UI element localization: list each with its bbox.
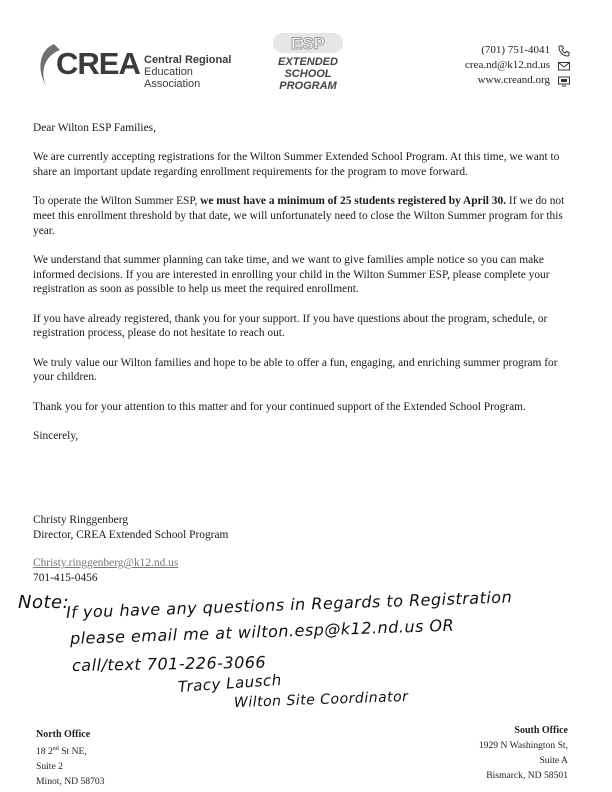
north-street-rest: St NE,: [58, 746, 87, 758]
crea-logo: [34, 42, 249, 88]
note-signature: Tracy Lausch: [177, 670, 283, 696]
esp-letters-text: ESP: [290, 34, 326, 53]
signature-title: Director, CREA Extended School Program: [33, 528, 229, 541]
crea-brand-text: CREA: [56, 46, 140, 81]
north-office-title: North Office: [36, 729, 91, 740]
north-office: [36, 727, 105, 789]
contact-block: [465, 43, 570, 88]
crea-subtitle-line1: Central Regional: [144, 54, 232, 66]
paragraph-2: [33, 194, 581, 238]
paragraph-3: We understand that summer planning can take time, and we want to give families ample notice so you can make informed decisions. If you are interested in enrolling your child in the Wilton Summer ESP, please complete your registration as soon as possible to help us meet the required enrollment.: [33, 254, 550, 296]
note-role: Wilton Site Coordinator: [233, 688, 409, 711]
computer-icon: [558, 75, 570, 87]
contact-website: www.creand.org: [477, 74, 550, 86]
south-office-title: South Office: [514, 725, 568, 736]
south-office: [479, 723, 568, 783]
signature-contact: [33, 556, 178, 585]
esp-line1: EXTENDED: [278, 56, 338, 68]
contact-phone-row: [465, 43, 570, 58]
north-street-num: 18 2: [36, 746, 53, 758]
north-street-sup: nd: [52, 746, 59, 752]
esp-line2: SCHOOL: [284, 68, 332, 80]
south-office-suite: Suite A: [539, 755, 568, 766]
phone-icon: [558, 45, 570, 57]
signature-name: Christy Ringgenberg: [33, 514, 129, 526]
crea-subtitle-line2: Education Association: [144, 66, 201, 90]
paragraph-2-post: If we do not meet this enrollment threshold by that date, we will unfortunately need to close the Wilton Summer program for this year.: [33, 195, 565, 237]
south-office-street: 1929 N Washington St,: [478, 740, 568, 751]
south-office-city: Bismarck, ND 58501: [486, 770, 568, 781]
note-line-3: call/text 701-226-3066: [71, 652, 267, 675]
handwritten-note: [0, 587, 612, 720]
letter-body: [33, 121, 581, 458]
contact-phone: (701) 751-4041: [481, 44, 550, 56]
paragraph-5: We truly value our Wilton families and hope to be able to offer a fun, engaging, and enriching summer program for your children.: [33, 356, 558, 384]
paragraph-1: We are currently accepting registrations for the Wilton Summer Extended School Program. At this time, we want to share an important update regarding enrollment requirements for the program to move forward.: [33, 151, 560, 178]
paragraph-2-pre: To operate the Wilton Summer ESP,: [33, 195, 201, 208]
north-office-suite: Suite 2: [36, 761, 63, 773]
north-office-street: [36, 742, 105, 759]
note-line-1: If you have any questions in Regards to Registration: [65, 587, 513, 622]
envelope-icon: [558, 60, 570, 72]
signature-email-link[interactable]: Christy.ringgenberg@k12.nd.us: [33, 557, 179, 569]
esp-line3: PROGRAM: [279, 80, 337, 92]
closing: Sincerely,: [33, 430, 79, 442]
crea-subtitle: [144, 54, 249, 90]
contact-email: crea.nd@k12.nd.us: [465, 59, 550, 71]
signature-block: [33, 513, 228, 542]
contact-web-row: [465, 73, 570, 88]
paragraph-6: Thank you for your attention to this matter and for your continued support of the Extended School Program.: [33, 400, 526, 413]
paragraph-2-bold: we must have a minimum of 25 students registered by April 30.: [200, 195, 507, 208]
esp-letters-graphic: [271, 30, 345, 56]
esp-logo: [268, 30, 348, 102]
north-office-city: Minot, ND 58703: [36, 776, 105, 788]
note-label: Note:: [18, 592, 70, 613]
salutation: Dear Wilton ESP Families,: [33, 122, 156, 134]
paragraph-4: If you have already registered, thank you for your support. If you have questions about the program, schedule, or registration process, please do not hesitate to reach out.: [33, 312, 548, 340]
signature-phone: 701-415-0456: [33, 571, 98, 584]
note-line-2: please email me at wilton.esp@k12.nd.us OR: [69, 615, 455, 648]
contact-email-row: [465, 58, 570, 73]
